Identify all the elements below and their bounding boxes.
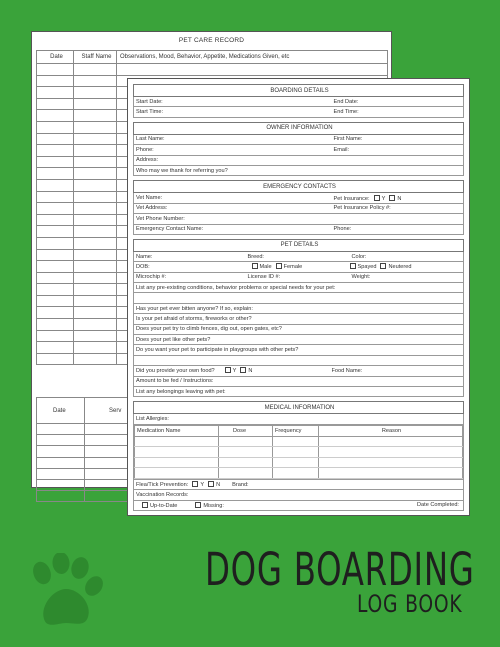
section-heading-emergency: EMERGENCY CONTACTS [134,181,464,193]
belongings-field[interactable]: List any belongings leaving with pet: [134,386,464,396]
neutered-checkbox[interactable] [380,263,386,269]
address-field[interactable]: Address: [134,155,464,165]
column-header-date: Date [37,51,74,64]
male-checkbox[interactable] [252,263,258,269]
section-heading-pet: PET DETAILS [134,239,464,251]
brand-label: Brand: [232,481,249,488]
boarding-form-sheet [127,78,470,516]
brand-blank[interactable] [332,479,464,489]
table-row[interactable] [135,457,463,468]
pet-name-field[interactable]: Name: [134,251,246,261]
start-date-field[interactable]: Start Date: [134,97,332,107]
flea-yes-checkbox[interactable] [192,481,198,487]
first-name-field[interactable]: First Name: [332,134,464,144]
own-food-no-label: N [248,368,253,375]
vet-phone-field[interactable]: Vet Phone Number: [134,214,464,224]
medication-table [134,425,463,479]
up-to-date-checkbox[interactable] [142,502,148,508]
afraid-field[interactable]: Is your pet afraid of storms, fireworks or other? [134,314,464,324]
feeding-instructions-field[interactable]: Amount to be fed / Instructions: [134,376,464,386]
weight-field[interactable]: Weight: [332,272,464,282]
own-food-yes-checkbox[interactable] [225,367,231,373]
insurance-policy-field[interactable]: Pet Insurance Policy #: [332,203,464,213]
own-food-no-checkbox[interactable] [240,367,246,373]
table-row[interactable] [135,468,463,479]
conditions-blank-line[interactable] [134,293,464,303]
table-row[interactable] [135,436,463,447]
cover-title: DOG BOARDING [205,543,475,596]
emergency-phone-field[interactable]: Phone: [332,224,464,234]
section-heading-medical: MEDICAL INFORMATION [134,402,464,414]
vet-name-field[interactable]: Vet Name: [134,193,332,203]
column-header-staff: Staff Name [74,51,117,64]
sex-field [246,262,332,272]
food-name-field[interactable]: Food Name: [332,366,464,376]
insurance-no-label: N [397,195,402,202]
color-field[interactable]: Color: [332,251,464,261]
male-label: Male [259,264,272,271]
insurance-no-checkbox[interactable] [389,195,395,201]
cover-subtitle: LOG BOOK [357,590,463,618]
dob-field[interactable]: DOB: [134,262,246,272]
conditions-field[interactable]: List any pre-existing conditions, behavior problems or special needs for your pet: [134,283,464,293]
pet-insurance-label: Pet Insurance: [333,195,370,202]
flea-no-checkbox[interactable] [208,481,214,487]
own-food-label: Did you provide your own food? [136,368,215,375]
bitten-field[interactable]: Has your pet ever bitten anyone? If so, explain: [134,303,464,313]
spayed-checkbox[interactable] [350,263,356,269]
missing-checkbox[interactable] [195,502,201,508]
table-header-row [37,51,388,64]
medication-name-header: Medication Name [135,425,219,436]
column-header-date: Date [37,398,85,424]
referral-field[interactable]: Who may we thank for referring you? [134,165,464,175]
spayed-label: Spayed [357,264,377,271]
insurance-yes-checkbox[interactable] [374,195,380,201]
missing-label: Missing: [203,502,224,509]
reason-header: Reason [319,425,463,436]
flea-yes-label: Y [200,481,205,488]
vaccination-status-field [134,500,332,510]
own-food-field [134,366,332,376]
female-checkbox[interactable] [276,263,282,269]
emergency-contact-field[interactable]: Emergency Contact Name: [134,224,332,234]
start-time-field[interactable]: Start Time: [134,107,332,117]
own-food-yes-label: Y [232,368,237,375]
playgroups-field[interactable]: Do you want your pet to participate in playgroups with other pets? [134,345,464,355]
flea-tick-field [134,479,332,489]
medication-table-cell [134,424,464,479]
pet-insurance-field [332,193,464,203]
allergies-field[interactable]: List Allergies: [134,414,464,424]
flea-no-label: N [216,481,221,488]
end-time-field[interactable]: End Time: [332,107,464,117]
dose-header: Dose [219,425,273,436]
table-row[interactable] [135,447,463,458]
medication-header-row [135,425,463,436]
fixed-field [332,262,464,272]
column-header-observations: Observations, Mood, Behavior, Appetite, Medications Given, etc [117,51,388,64]
neutered-label: Neutered [388,264,412,271]
section-heading-boarding: BOARDING DETAILS [134,85,464,97]
pet-care-record-title: PET CARE RECORD [178,37,245,44]
up-to-date-label: Up-to-Date [150,502,178,509]
table-row [37,64,388,76]
frequency-header: Frequency [273,425,319,436]
breed-field[interactable]: Breed: [246,251,332,261]
owner-phone-field[interactable]: Phone: [134,145,332,155]
license-field[interactable]: License ID #: [246,272,332,282]
playgroups-blank-line[interactable] [134,355,464,365]
vet-address-field[interactable]: Vet Address: [134,203,332,213]
boarding-form [133,84,464,511]
email-field[interactable]: Email: [332,145,464,155]
climb-field[interactable]: Does your pet try to climb fences, dig out, open gates, etc? [134,324,464,334]
column-header-service: Serv [85,398,388,424]
like-pets-field[interactable]: Does your pet like other pets? [134,335,464,345]
vaccination-records-field[interactable]: Vaccination Records: [134,490,464,500]
date-completed-field[interactable]: Date Completed: [332,500,464,510]
end-date-field[interactable]: End Date: [332,97,464,107]
section-heading-owner: OWNER INFORMATION [134,122,464,134]
insurance-yes-label: Y [381,195,386,202]
last-name-field[interactable]: Last Name: [134,134,332,144]
paw-print-icon [22,553,112,643]
flea-tick-label: Flea/Tick Prevention: [136,481,189,488]
microchip-field[interactable]: Microchip #: [134,272,246,282]
female-label: Female [283,264,303,271]
